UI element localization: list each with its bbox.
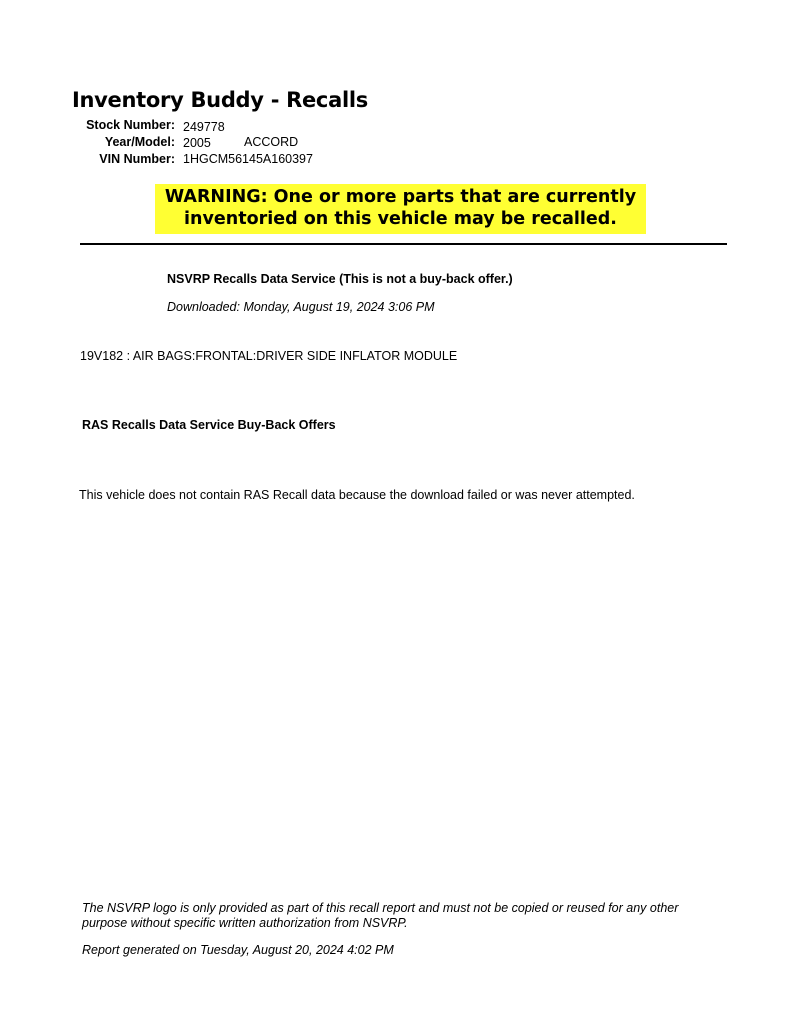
recall-item: 19V182 : AIR BAGS:FRONTAL:DRIVER SIDE INFLATOR MODULE	[80, 349, 458, 363]
vin-number-label: VIN Number:	[99, 152, 175, 166]
warning-line-1: WARNING: One or more parts that are currently	[164, 187, 637, 207]
year-model-label: Year/Model:	[104, 135, 175, 149]
warning-text	[155, 186, 646, 230]
model-value: ACCORD	[244, 135, 299, 149]
warning-line-2: inventoried on this vehicle may be recalled.	[184, 209, 617, 229]
ras-status-message: This vehicle does not contain RAS Recall data because the download failed or was never attempted.	[79, 488, 635, 502]
logo-disclaimer: The NSVRP logo is only provided as part of this recall report and must not be copied or reused for any other purpose without specific written authorization from NSVRP.	[82, 901, 679, 930]
section-divider	[80, 243, 727, 245]
nsvrp-section-heading: NSVRP Recalls Data Service (This is not a buy-back offer.)	[167, 272, 513, 286]
year-value: 2005	[183, 136, 211, 150]
nsvrp-download-date: Downloaded: Monday, August 19, 2024 3:06 PM	[167, 300, 435, 314]
stock-number-value: 249778	[183, 120, 225, 134]
vin-number-value: 1HGCM56145A160397	[183, 152, 313, 166]
stock-number-label: Stock Number:	[86, 118, 175, 132]
report-generated-date: Report generated on Tuesday, August 20, 2024 4:02 PM	[82, 943, 394, 957]
report-title: Inventory Buddy - Recalls	[72, 88, 368, 112]
recall-warning-banner	[155, 184, 646, 234]
ras-section-heading: RAS Recalls Data Service Buy-Back Offers	[82, 418, 336, 432]
